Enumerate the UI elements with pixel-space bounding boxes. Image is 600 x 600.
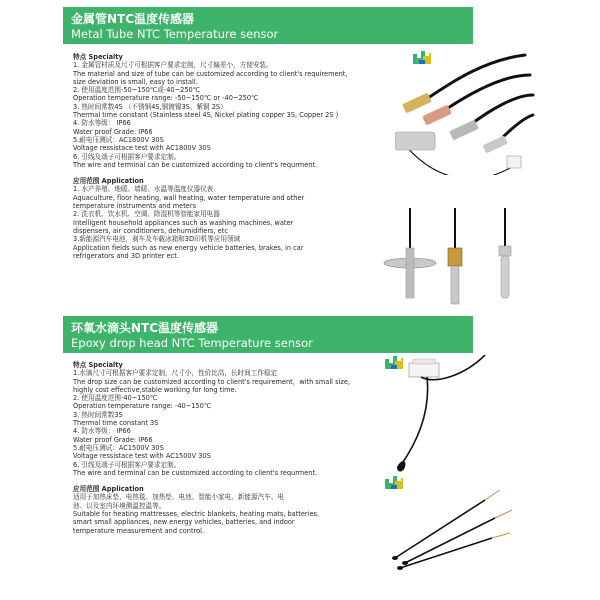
section2-application-line: temperature measurement and control. [73, 526, 205, 535]
section1-specialty-list [73, 61, 373, 169]
section1-specialty-line: 5.耐电压测试：AC1800V 30S [73, 135, 164, 144]
section1-application-line: Aquaculture, floor heating, wall heating, water temperature and other [73, 193, 305, 202]
section2-specialty-line: Operation temperature range: -40~150℃ [73, 402, 212, 411]
section2-application-line: smart small appliances, new energy vehicles, batteries, and indoor [73, 518, 295, 527]
section1-title-zh: 金属管NTC温度传感器 [71, 12, 195, 26]
section1-specialty-heading: 特点 Specialty [73, 53, 123, 61]
section2-specialty-line: 1.水滴尺寸可根据客户要求定制，尺寸小，性价比高，长时间工作稳定 [73, 369, 278, 378]
section2-specialty-line: 2. 使用温度范围-40~150℃ [73, 394, 158, 403]
section1-specialty-line: Operation temperature range: -50~150℃ or -40~250℃ [73, 94, 259, 103]
section2-specialty-line: The drop size can be customized according to client's requirement，with small size, [73, 377, 350, 386]
section2-specialty-line: 3. 热时间常数3S [73, 410, 123, 419]
section2-title-en: Epoxy drop head NTC Temperature sensor [71, 336, 313, 350]
metal-tube-sensors-image [395, 40, 535, 175]
section1-specialty-line: size deviation is small, easy to install. [73, 77, 198, 86]
section1-application-line: 1. 水产养殖、地暖、墙暖、水温等温度仪器仪表 [73, 185, 214, 194]
section2-title-zh: 环氧水滴头NTC温度传感器 [71, 321, 219, 335]
section2-application-heading: 应用范围 Application [73, 485, 144, 494]
section1-application-line: Intelligent household appliances such as washing machines, water [73, 218, 294, 227]
epoxy-drop-wires-image [390, 478, 530, 578]
section1-specialty-line: 2. 使用温度范围-50~150℃或-40~250℃ [73, 86, 201, 95]
section1-specialty-line: The wire and terminal can be customized according to client's requrment. [73, 160, 318, 169]
section1-application-line: refrigerators and 3D printer ect. [73, 251, 179, 260]
section1-title-band [63, 7, 473, 44]
section1-application-list [73, 185, 373, 260]
section2-text [73, 361, 373, 535]
section1-specialty-line: 3. 热时间常数4S （不锈钢4S,铜镀镍3S、紫铜 2S） [73, 102, 227, 111]
section1-application-line: temperature instruments and meters [73, 202, 197, 211]
probe-variants-image [380, 208, 530, 308]
section2-specialty-heading: 特点 Specialty [73, 361, 123, 369]
section1-application-line: 3.新能源汽车电池，刹车及车载冰箱和3D印机等应用领域 [73, 235, 241, 244]
section2-specialty-line: 5.耐电压测试：AC1500V 30S [73, 443, 164, 452]
epoxy-drop-sensor-image [395, 355, 505, 475]
section1-specialty-line: 4. 防水等级： IP66 [73, 119, 131, 128]
section2-title-band [63, 316, 473, 353]
section1-text [73, 53, 373, 260]
section2-specialty-line: Thermal time constant 3S [73, 419, 159, 428]
section2-specialty-line: 4. 防水等级： IP66 [73, 427, 131, 436]
section1-specialty-line: Water proof Grade: IP66 [73, 127, 153, 136]
section2-application-line: 池、以及室内环境测温控温等。 [73, 501, 166, 510]
section2-specialty-list [73, 369, 373, 477]
section1-specialty-line: Voltage ressistace test with AC1800V 30S [73, 144, 211, 153]
section2-specialty-line: Voltage ressistace test with AC1500V 30S [73, 452, 211, 461]
section1-application-line: dispensers, air conditioners, dehumidifiers, etc [73, 226, 228, 235]
section1-specialty-line: 6. 引线及端子可根据客户要求定制。 [73, 152, 181, 161]
section1-application-line: Application fields such as new energy vehicle batteries, brakes, in car [73, 243, 304, 252]
section2-specialty-line: The wire and terminal can be customized according to client's requrment. [73, 468, 318, 477]
section2-application-line: Suitable for heating mattresses, electric blankets, heating mats, batteries, [73, 510, 320, 519]
section2-application-line: 适用于加热床垫、电热毯、加热垫、电池、智能小家电、新能源汽车、电 [73, 493, 284, 502]
section1-specialty-line: 1. 金属管材质及尺寸可根据客户要求定制，尺寸偏差小，方便安装。 [73, 61, 273, 70]
section1-application-line: 2. 洗衣机、饮水机、空调、除湿机等智能家用电器 [73, 210, 220, 219]
section2-application-list [73, 493, 373, 534]
section1-title-en: Metal Tube NTC Temperature sensor [71, 27, 279, 41]
section2-specialty-line: highly cost effective,stable working for long time. [73, 385, 237, 394]
section1-specialty-line: Thermal time constant (Stainless steel 4S, Nickel plating copper 3S, Copper 2S ) [73, 111, 339, 120]
section2-specialty-line: 6. 引线及端子可根据客户要求定制。 [73, 460, 181, 469]
section2-specialty-line: Water proof Grade: IP66 [73, 435, 153, 444]
section1-specialty-line: The material and size of tube can be customized according to client's requirement, [73, 69, 348, 78]
section1-application-heading: 应用范围 Application [73, 177, 144, 186]
